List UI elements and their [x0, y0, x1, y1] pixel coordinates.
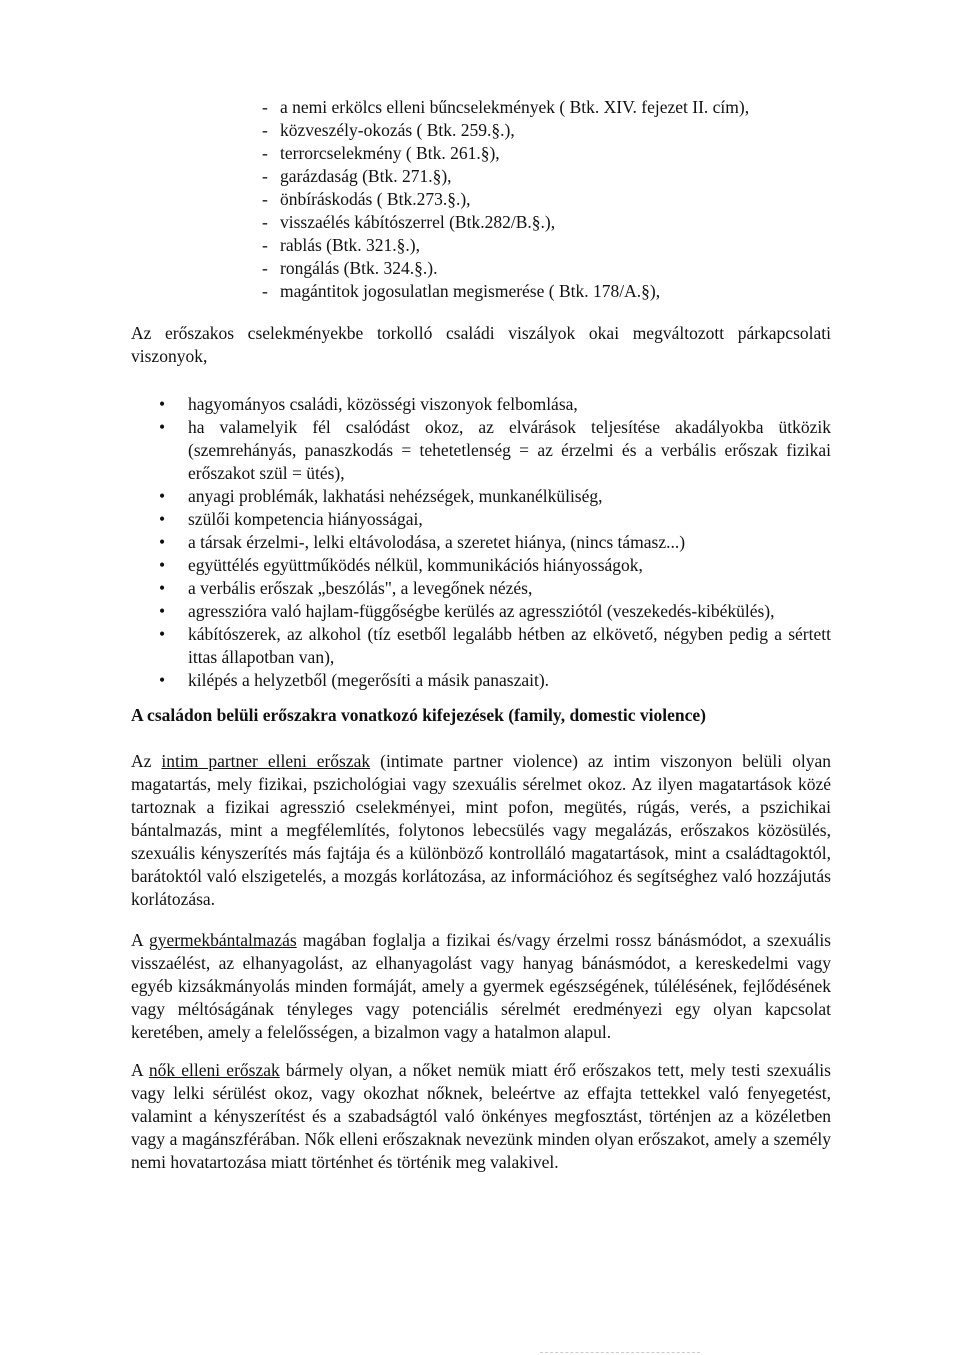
section-heading: A családon belüli erőszakra vonatkozó kifejezések (family, domestic violence)	[131, 705, 706, 725]
list-item	[131, 600, 831, 623]
paragraph-prefix: A	[131, 930, 149, 950]
dash-marker: -	[262, 166, 268, 186]
paragraph-prefix: A	[131, 1060, 149, 1080]
bullet-marker: •	[159, 601, 166, 621]
list-item	[262, 257, 902, 280]
child-abuse-paragraph	[131, 929, 831, 1044]
list-item	[262, 188, 902, 211]
list-item-text: a társak érzelmi-, lelki eltávolodása, a szeretet hiánya, (nincs támasz...)	[188, 532, 686, 552]
bullet-marker: •	[159, 509, 166, 529]
list-item	[262, 280, 902, 303]
list-item	[262, 165, 902, 188]
list-item	[131, 416, 831, 485]
dash-marker: -	[262, 189, 268, 209]
bullet-marker: •	[159, 555, 166, 575]
dash-marker: -	[262, 120, 268, 140]
paragraph-body: magában foglalja a fizikai és/vagy érzelmi rossz bánásmódot, a szexuális visszaélést, az elhanyagolást, az elhanyagolást vagy hanyag bánásmódot, a kereskedelmi vagy egyéb kizsákmányolás minden formáját, amely a gyermek egészségének, túlélésének, fejlődésének vagy méltóságának tényleges vagy potenciális sérelmét eredményezi egy olyan kapcsolat keretében, amely a felelősségen, a bizalmon vagy a hatalmon alapul.	[131, 930, 831, 1042]
list-item	[131, 623, 831, 669]
list-item	[131, 554, 831, 577]
list-item-text: közveszély-okozás ( Btk. 259.§.),	[280, 120, 515, 140]
list-item-text: garázdaság (Btk. 271.§),	[280, 166, 452, 186]
list-item-text: hagyományos családi, közösségi viszonyok felbomlása,	[188, 394, 578, 414]
list-item-text: együttélés együttműködés nélkül, kommunikációs hiányosságok,	[188, 555, 643, 575]
dash-marker: -	[262, 258, 268, 278]
list-item-text: magántitok jogosulatlan megismerése ( Btk. 178/A.§),	[280, 281, 661, 301]
list-item-text: terrorcselekmény ( Btk. 261.§),	[280, 143, 500, 163]
list-item-text: szülői kompetencia hiányosságai,	[188, 509, 423, 529]
list-item-text: kábítószerek, az alkohol (tíz esetből legalább hétben az elkövető, négyben pedig a sértett ittas állapotban van),	[188, 624, 831, 667]
term-intimate-partner: intim partner elleni erőszak	[161, 751, 371, 771]
dash-marker: -	[262, 97, 268, 117]
bullet-marker: •	[159, 624, 166, 644]
violence-against-women-paragraph	[131, 1059, 831, 1174]
bullet-marker: •	[159, 578, 166, 598]
causes-list	[131, 393, 831, 692]
intro-paragraph: Az erőszakos cselekményekbe torkolló családi viszályok okai megváltozott párkapcsolati viszonyok,	[131, 323, 831, 366]
paragraph-body: (intimate partner violence) az intim viszonyon belüli olyan magatartás, mely fizikai, pszichológiai vagy szexuális sérelmet okoz. Az ilyen magatartások közé tartoznak a fizikai agresszió cselekményei, mint pofon, megütés, rúgás, verés, a pszichikai bántalmazás, mint a megfélemlítés, folytonos lebecsülés vagy megalázás, erőszakos közösülés, szexuális kényszerítés más fajtája és a különböző kontrolláló magatartások, mint a családtagoktól, barátoktól való elszigetelés, a mozgás korlátozása, az információhoz és segítséghez való hozzájutás korlátozása.	[131, 751, 832, 909]
paragraph-prefix: Az	[131, 751, 162, 771]
dash-marker: -	[262, 281, 268, 301]
dash-marker: -	[262, 143, 268, 163]
list-item-text: önbíráskodás ( Btk.273.§.),	[280, 189, 471, 209]
list-item-text: ha valamelyik fél csalódást okoz, az elvárások teljesítése akadályokba ütközik (szemrehányás, panaszkodás = tehetetlenség = az érzelmi és a verbális erőszak fizikai erőszakot szül = ütés),	[188, 417, 831, 483]
list-item-text: visszaélés kábítószerrel (Btk.282/B.§.),	[280, 212, 556, 232]
crimes-list	[262, 96, 902, 303]
list-item	[131, 531, 831, 554]
list-item	[262, 142, 902, 165]
paragraph-body: bármely olyan, a nőket nemük miatt érő erőszakos tett, mely testi szexuális vagy lelki sérülést okoz, vagy okozhat nőknek, beleértve az effajta tettekkel való fenyegetést, valamint a kényszerítést és a szabadságtól való önkényes megfosztást, történjen az a közéletben vagy a magánszférában. Nők elleni erőszaknak nevezünk minden olyan erőszakot, amely a személy nemi hovatartozása miatt történhet és történik meg valakivel.	[131, 1060, 831, 1172]
bullet-marker: •	[159, 670, 166, 690]
list-item-text: a verbális erőszak „beszólás", a levegőnek nézés,	[188, 578, 533, 598]
intimate-partner-paragraph	[131, 750, 831, 911]
bullet-marker: •	[159, 532, 166, 552]
dash-marker: -	[262, 212, 268, 232]
bullet-marker: •	[159, 394, 166, 414]
scan-artifact-line	[540, 1352, 700, 1353]
term-violence-against-women: nők elleni erőszak	[148, 1060, 280, 1080]
list-item-text: anyagi problémák, lakhatási nehézségek, munkanélküliség,	[188, 486, 603, 506]
list-item	[131, 508, 831, 531]
list-item	[131, 577, 831, 600]
list-item	[131, 393, 831, 416]
list-item-text: rongálás (Btk. 324.§.).	[280, 258, 438, 278]
list-item	[131, 485, 831, 508]
list-item	[262, 211, 902, 234]
dash-marker: -	[262, 235, 268, 255]
list-item-text: agresszióra való hajlam-függőségbe kerülés az agressziótól (veszekedés-kibékülés),	[188, 601, 775, 621]
list-item-text: a nemi erkölcs elleni bűncselekmények ( Btk. XIV. fejezet II. cím),	[280, 97, 750, 117]
bullet-marker: •	[159, 486, 166, 506]
list-item	[262, 96, 902, 119]
list-item	[131, 669, 831, 692]
list-item	[262, 119, 902, 142]
list-item	[262, 234, 902, 257]
bullet-marker: •	[159, 417, 166, 437]
list-item-text: kilépés a helyzetből (megerősíti a másik panaszait).	[188, 670, 550, 690]
list-item-text: rablás (Btk. 321.§.),	[280, 235, 420, 255]
term-child-abuse: gyermekbántalmazás	[148, 930, 297, 950]
